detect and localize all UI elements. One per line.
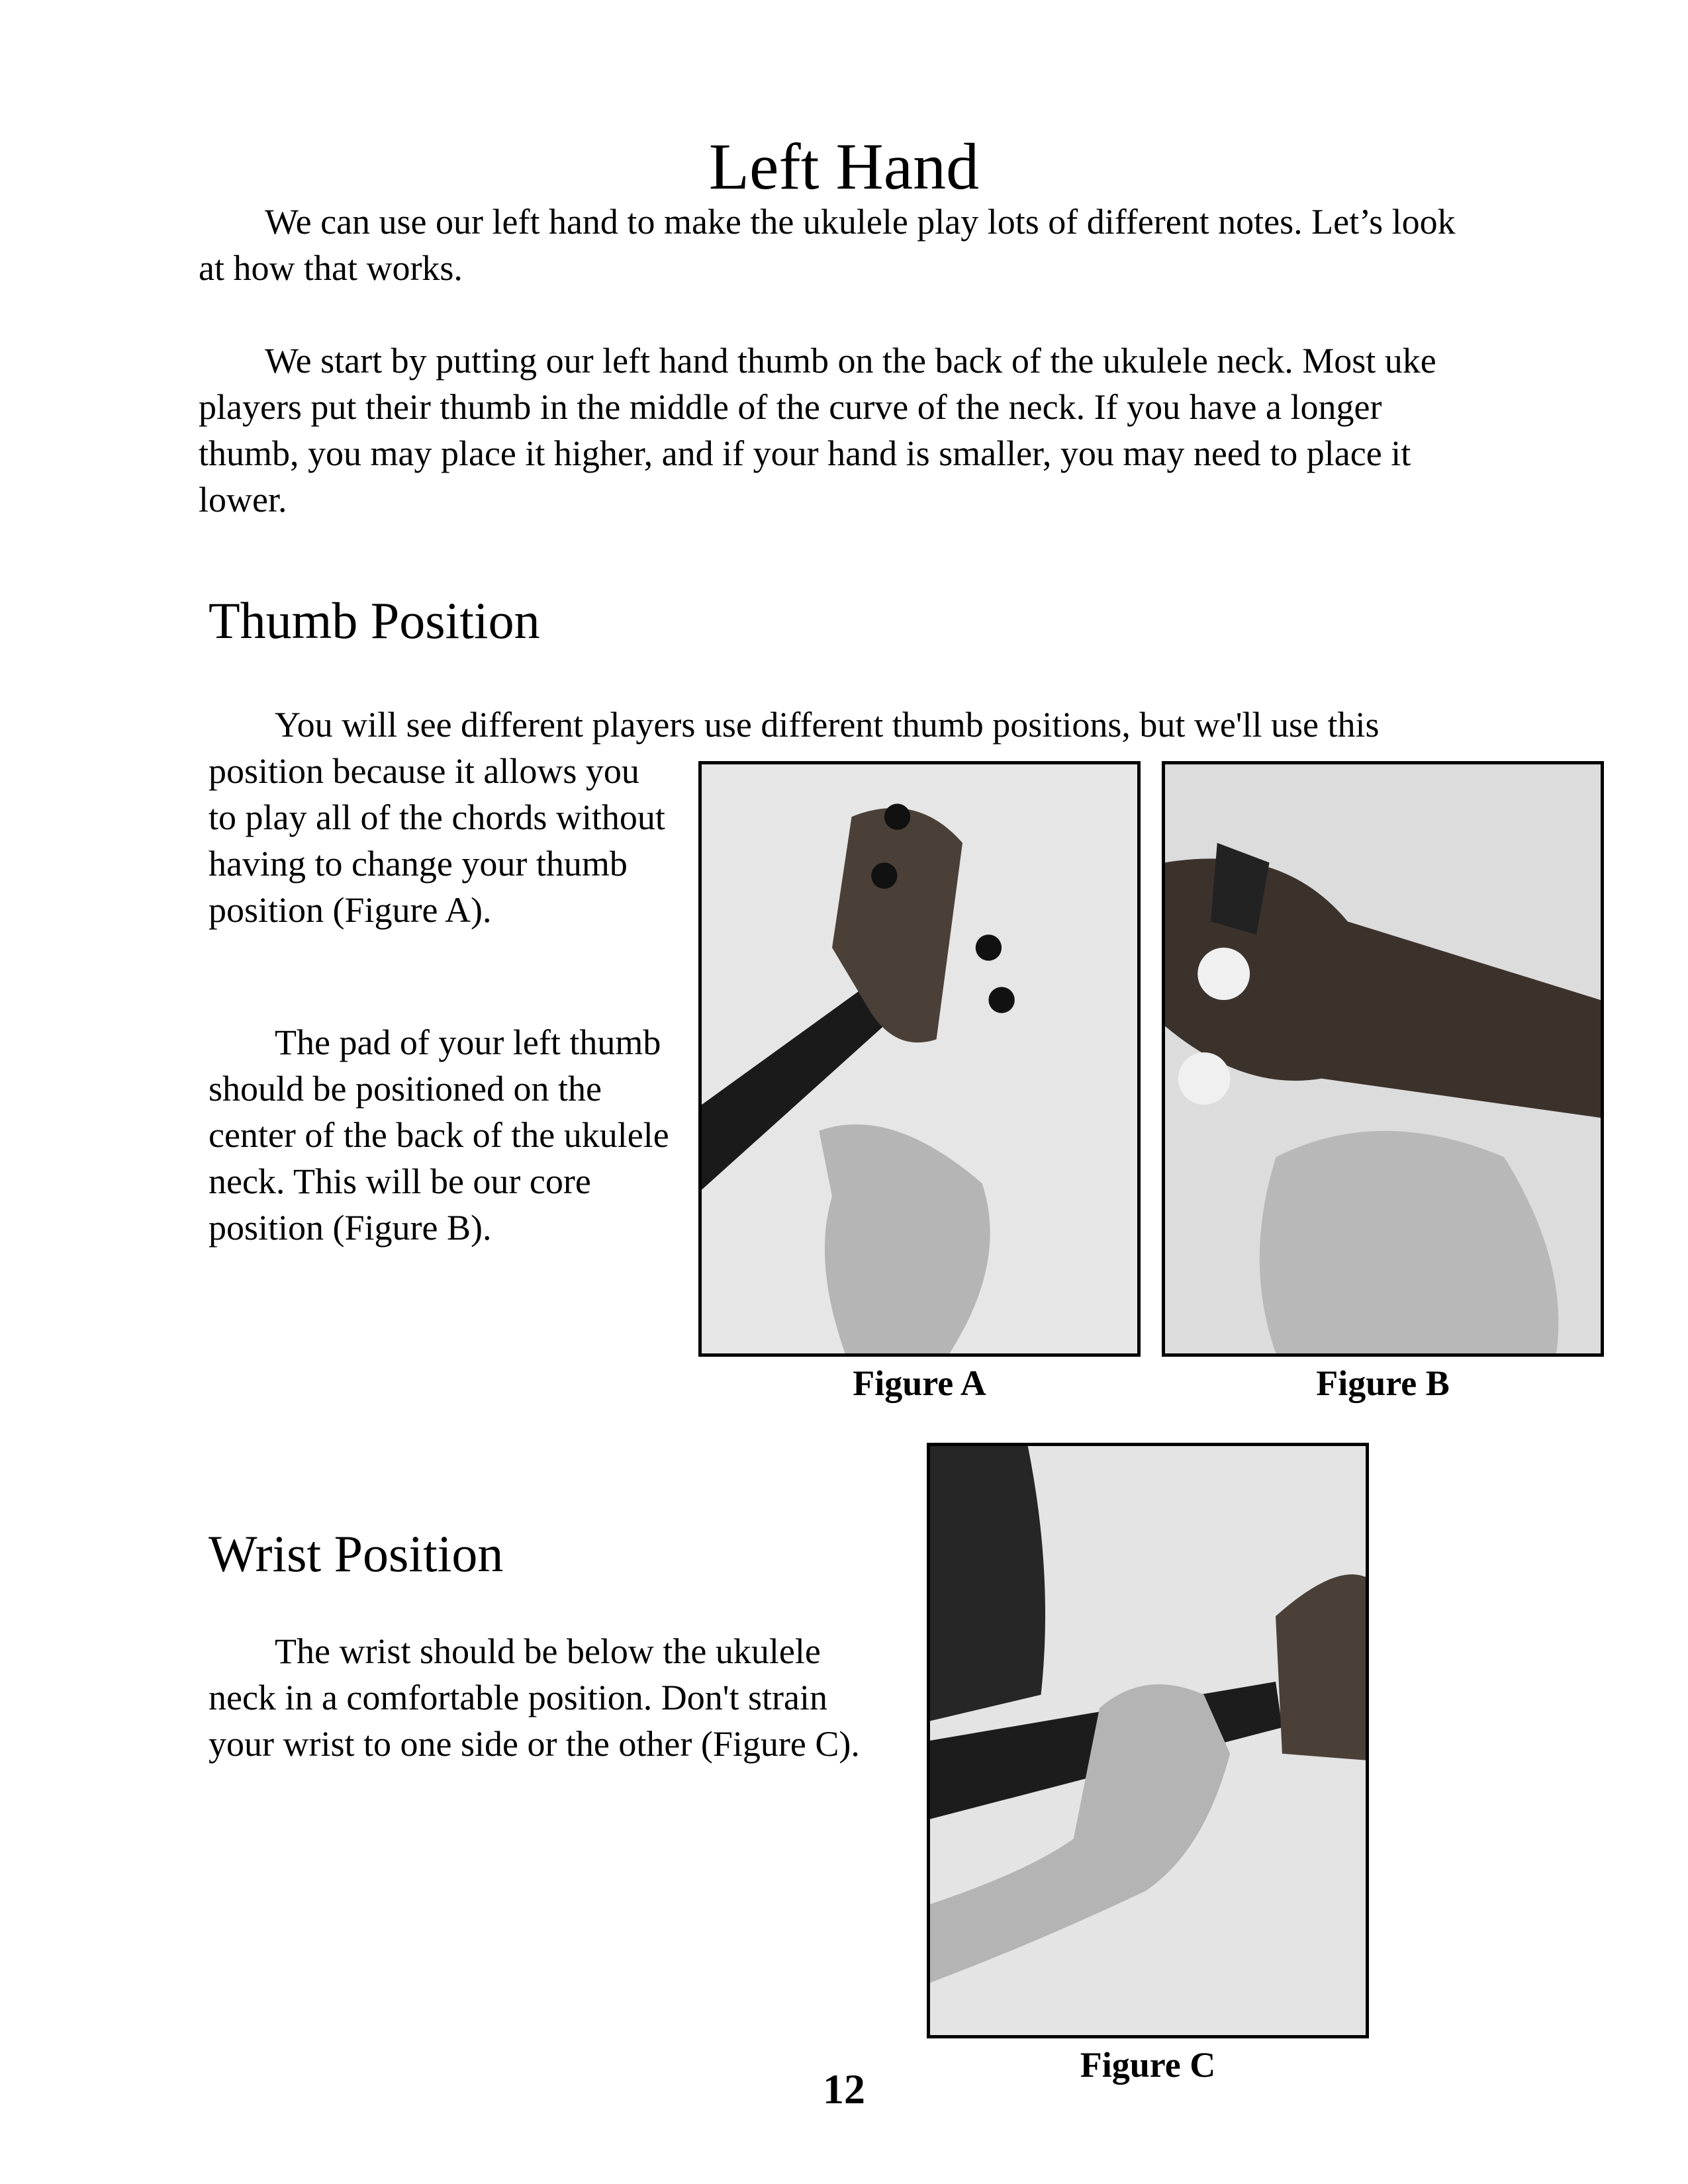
figure-b-photo: [1162, 761, 1604, 1357]
page-title: Left Hand: [708, 130, 980, 203]
figure-b-caption: Figure B: [1316, 1363, 1450, 1403]
thumb-paragraph-1: position because it allows you to play all of the chords without having to change your thumb position (Figure A).: [209, 751, 665, 930]
wrist-position-heading: Wrist Position: [209, 1525, 504, 1582]
figure-a-illustration: [702, 764, 1137, 1353]
intro-paragraph-2: We start by putting our left hand thumb on the back of the ukulele neck. Most uke players put their thumb in the middle of the curve of the neck. If you have a longer thumb, you may place it higher, and if your hand is smaller, you may need to place it lower.: [199, 341, 1436, 520]
page-number: 12: [823, 2066, 865, 2113]
figure-a-photo: [698, 761, 1141, 1357]
figure-a-caption: Figure A: [853, 1363, 986, 1403]
thumb-paragraph-line1: You will see different players use different thumb positions, but we'll use this: [275, 705, 1380, 745]
thumb-paragraph-2: The pad of your left thumb should be positioned on the center of the back of the ukulele neck. This will be our core position (Figure B).: [209, 1023, 669, 1248]
figure-c-caption: Figure C: [1080, 2045, 1216, 2085]
figure-b-illustration: [1165, 764, 1601, 1353]
thumb-position-heading: Thumb Position: [209, 592, 540, 649]
wrist-paragraph: The wrist should be below the ukulele neck in a comfortable position. Don't strain your wrist to one side or the other (Figure C).: [209, 1631, 860, 1764]
figure-c-photo: [927, 1443, 1369, 2038]
intro-paragraph-1: We can use our left hand to make the ukulele play lots of different notes. Let’s look at how that works.: [199, 202, 1456, 288]
figure-c-illustration: [930, 1446, 1366, 2035]
